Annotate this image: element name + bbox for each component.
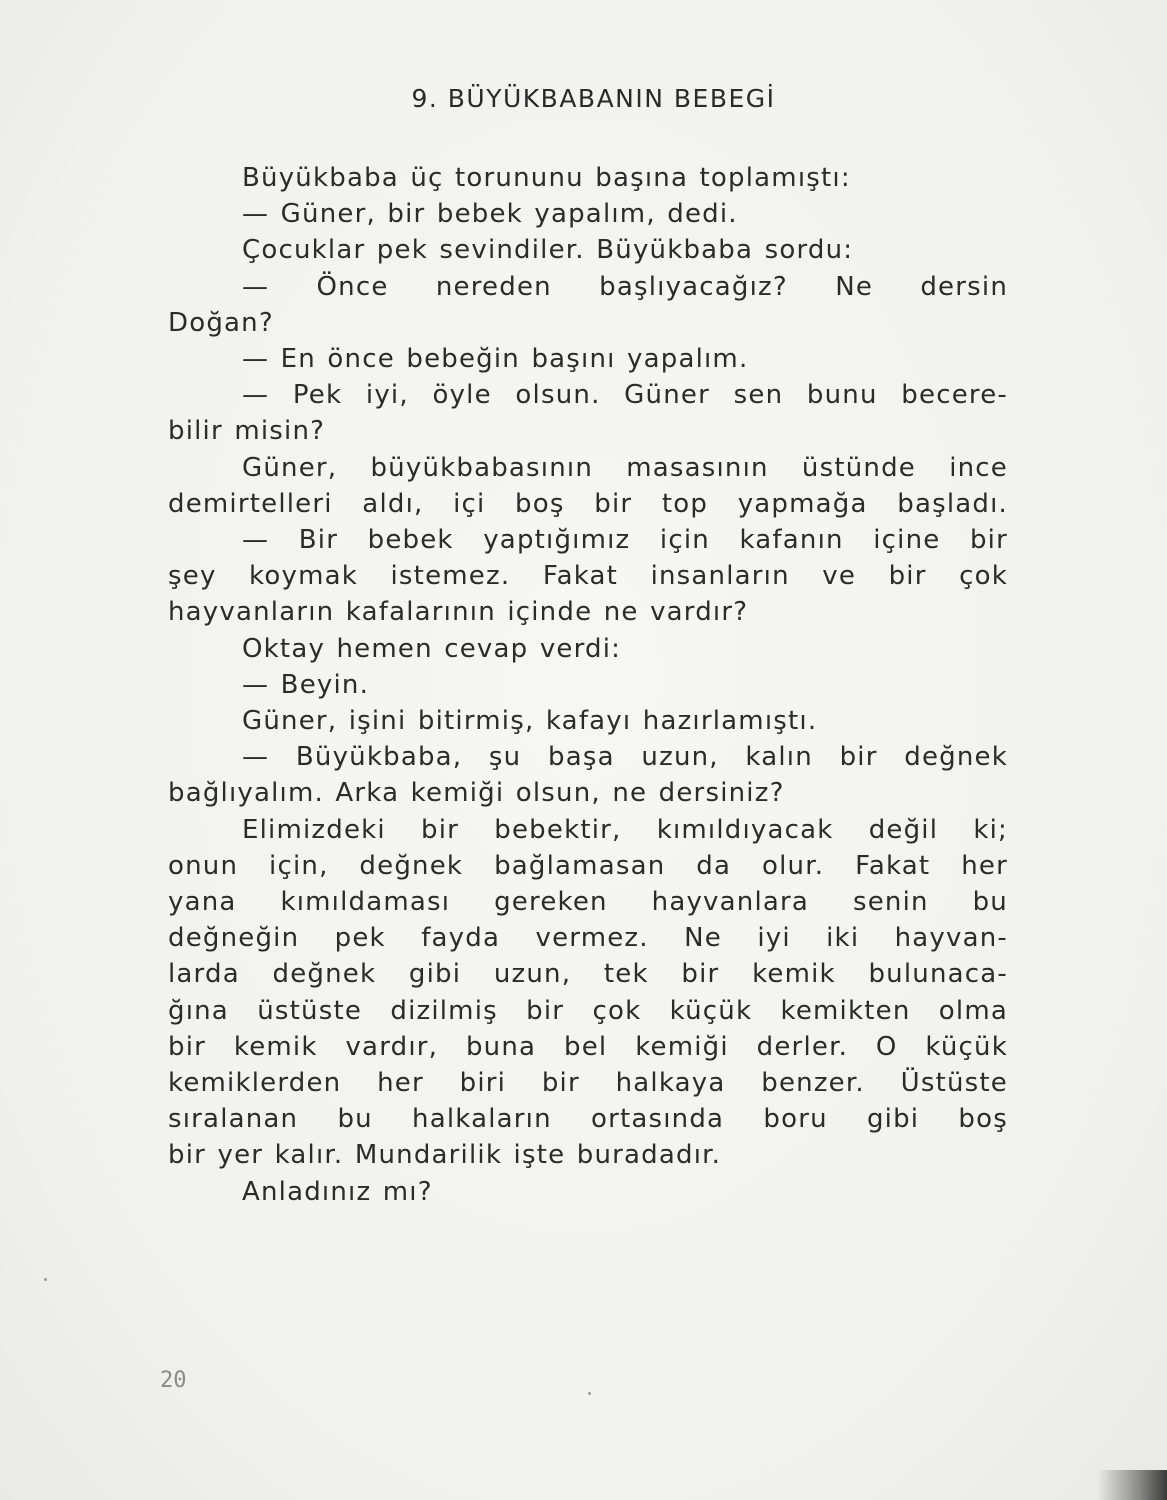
text-line: bağlıyalım. Arka kemiği olsun, ne dersiniz? — [168, 778, 785, 809]
text-line: değneğin pek fayda vermez. Ne iyi iki hayvan- — [168, 923, 1008, 954]
text-line: sıralanan bu halkaların ortasında boru gibi boş — [168, 1104, 1008, 1135]
text-line: — Beyin. — [242, 669, 370, 700]
text-line: Çocuklar pek sevindiler. Büyükbaba sordu: — [242, 235, 854, 266]
text-line: ğına üstüste dizilmiş bir çok küçük kemikten olma — [168, 995, 1008, 1026]
text-line: hayvanların kafalarının içinde ne vardır? — [168, 597, 749, 628]
chapter-body — [168, 160, 1008, 1210]
text-line: — Bir bebek yaptığımız için kafanın içine bir — [242, 525, 1008, 556]
text-line: onun için, değnek bağlamasan da olur. Fakat her — [168, 850, 1008, 881]
text-line: Büyükbaba üç torununu başına toplamıştı: — [242, 163, 851, 193]
text-line: kemiklerden her biri bir halkaya benzer. Üstüste — [168, 1068, 1008, 1099]
text-line: — Güner, bir bebek yapalım, dedi. — [242, 199, 738, 230]
text-line: şey koymak istemez. Fakat insanların ve bir çok — [168, 561, 1008, 592]
text-line: Anladınız mı? — [242, 1176, 433, 1207]
text-line: Doğan? — [168, 307, 274, 338]
text-line: — Pek iyi, öyle olsun. Güner sen bunu becere- — [242, 380, 1008, 411]
paper-speck — [588, 1392, 591, 1395]
text-line: Güner, büyükbabasının masasının üstünde ince — [242, 452, 1008, 483]
text-line: Elimizdeki bir bebektir, kımıldıyacak değil ki; — [242, 814, 1008, 845]
text-line: — En önce bebeğin başını yapalım. — [242, 344, 749, 375]
text-line: bir kemik vardır, buna bel kemiği derler. O küçük — [168, 1031, 1008, 1062]
text-line: bilir misin? — [168, 416, 326, 447]
text-line: — Büyükbaba, şu başa uzun, kalın bir değnek — [242, 742, 1008, 773]
text-line: demirtelleri aldı, içi boş bir top yapmağa başladı. — [168, 488, 1008, 519]
paper-speck — [44, 1278, 47, 1281]
text-line: larda değnek gibi uzun, tek bir kemik bulunaca- — [168, 959, 1008, 990]
text-line: — Önce nereden başlıyacağız? Ne dersin — [242, 271, 1008, 302]
text-line: Güner, işini bitirmiş, kafayı hazırlamıştı. — [242, 706, 818, 737]
text-line: bir yer kalır. Mundarilik işte buradadır. — [168, 1140, 722, 1171]
book-spine-shadow — [1097, 1470, 1167, 1500]
text-line: yana kımıldaması gereken hayvanlara senin bu — [168, 887, 1008, 918]
text-line: Oktay hemen cevap verdi: — [242, 633, 622, 664]
chapter-title: 9. BÜYÜKBABANIN BEBEGİ — [411, 84, 776, 113]
page-number: 20 — [160, 1368, 187, 1393]
